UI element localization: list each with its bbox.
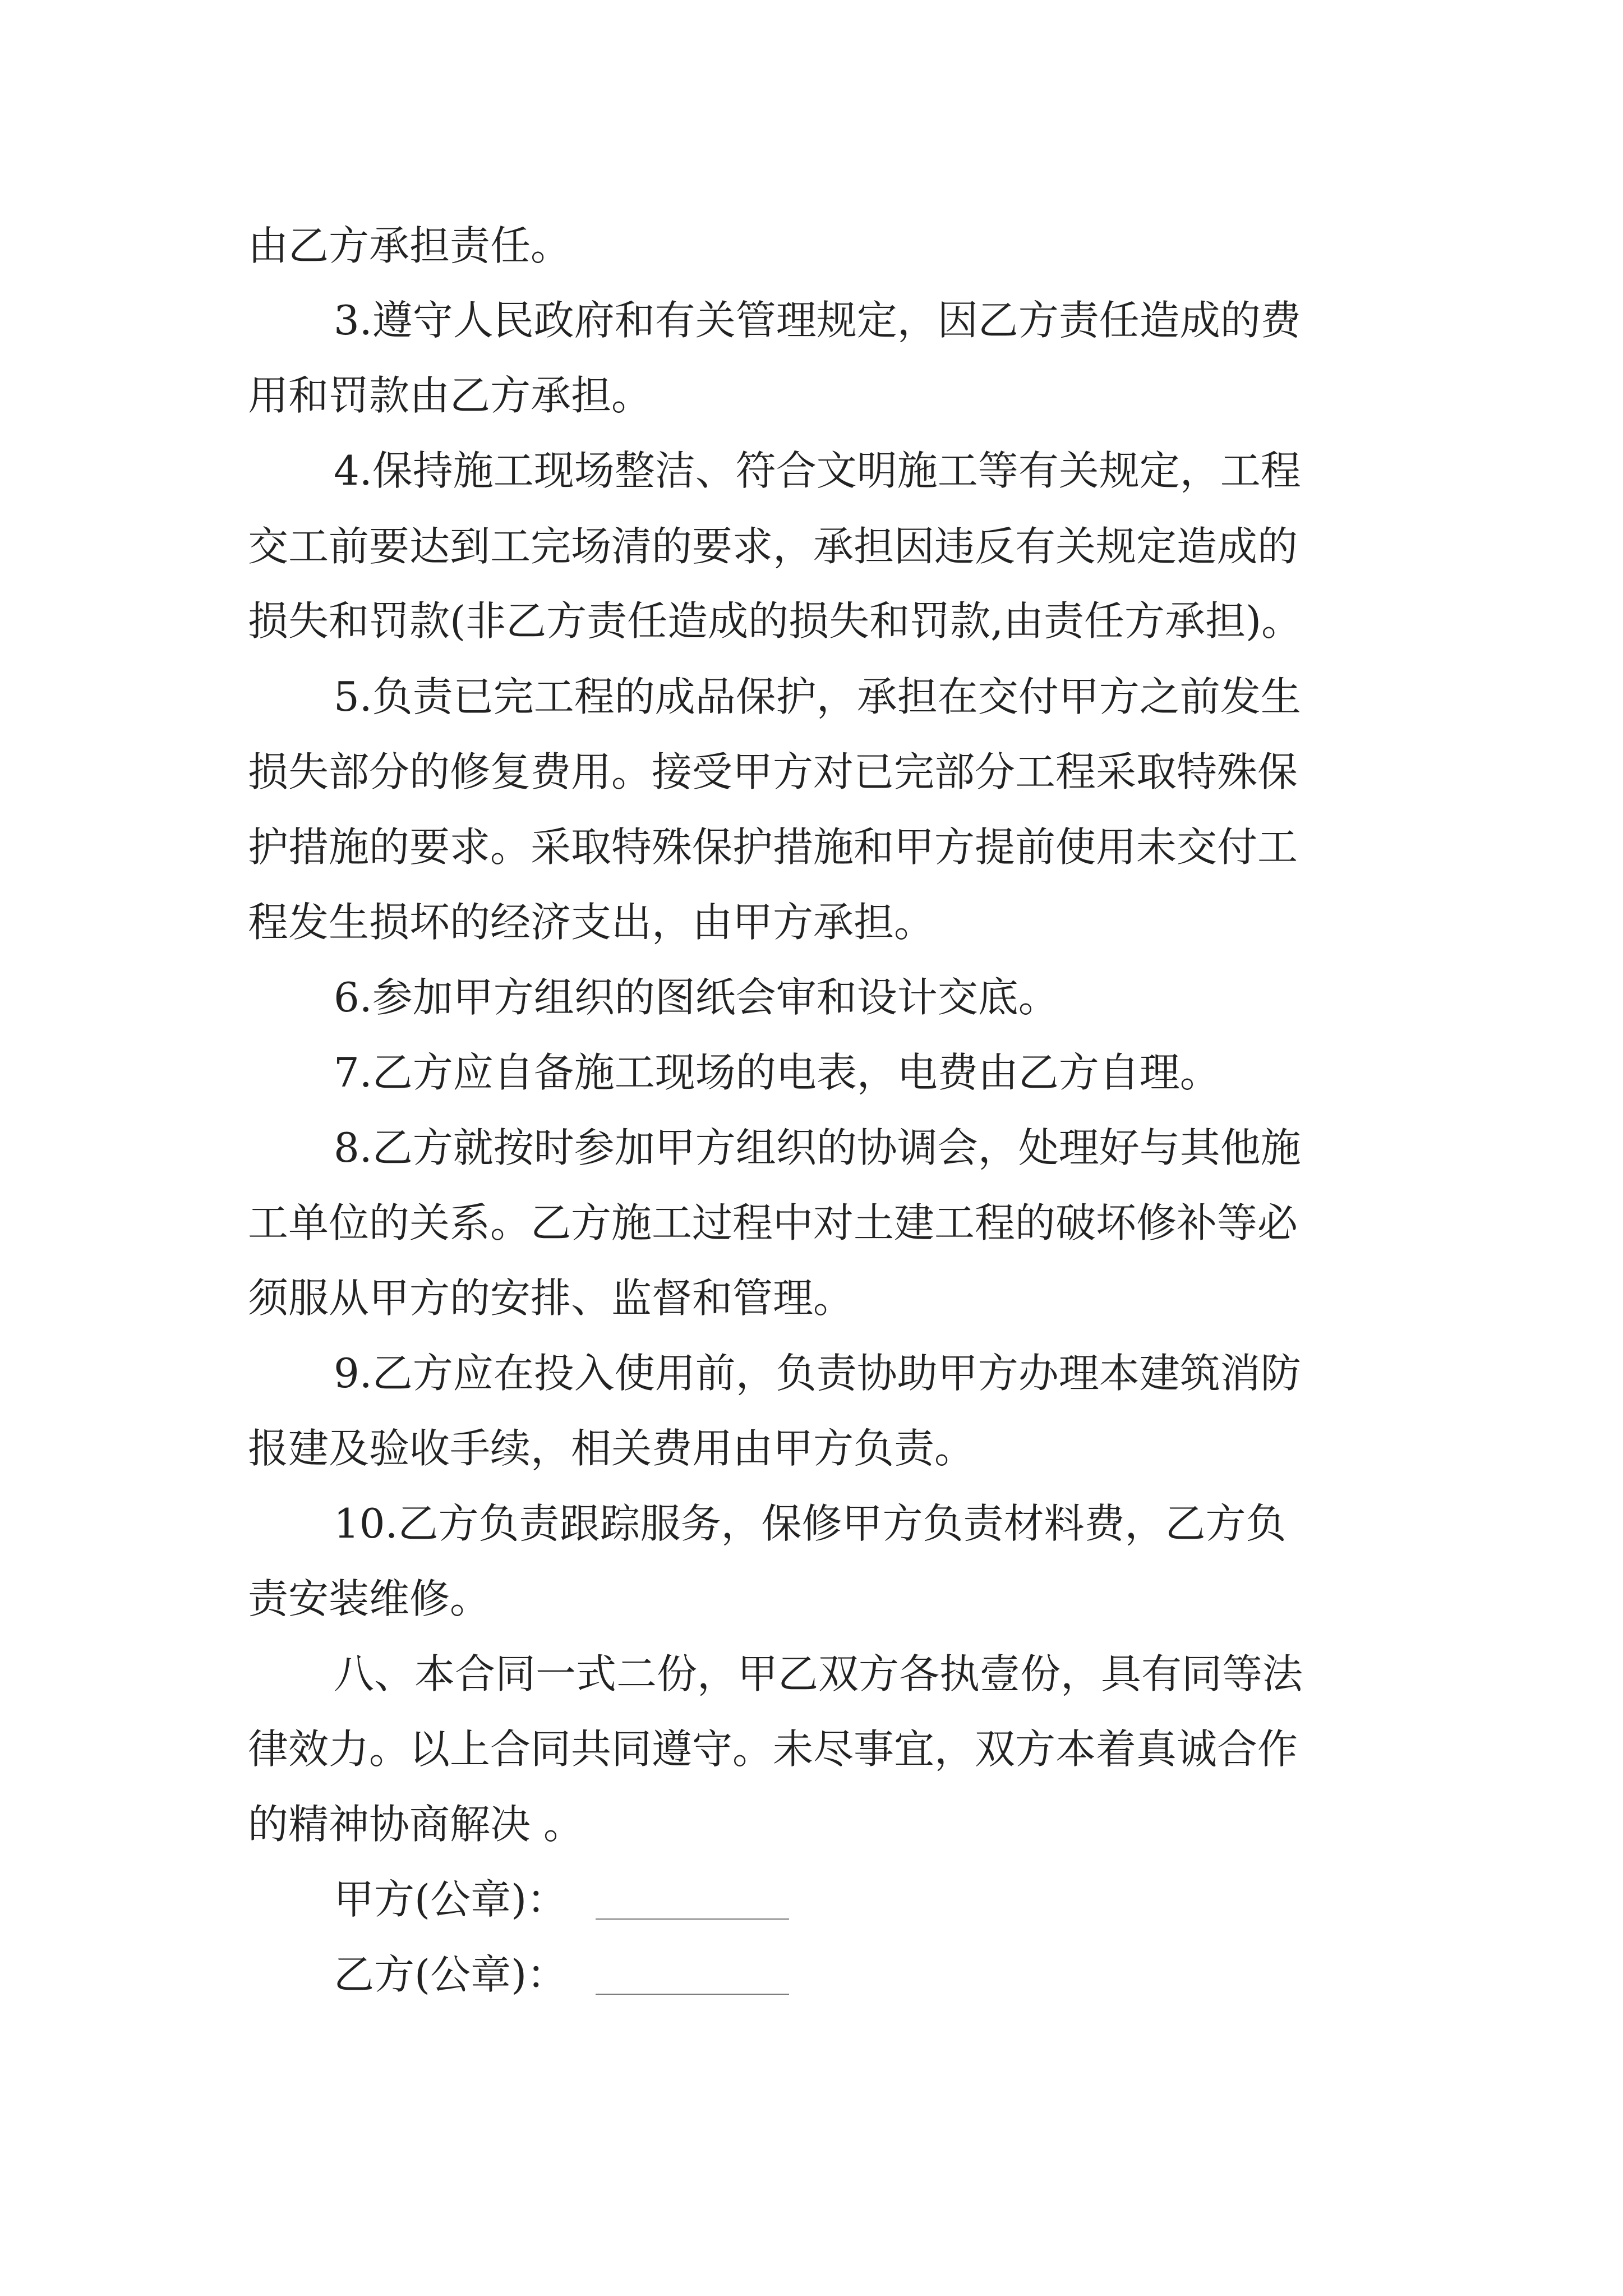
item-8-line-3: 须服从甲方的安排、监督和管理。 [248, 1274, 854, 1322]
section-8-line-2: 律效力。以上合同共同遵守。未尽事宜，双方本着真诚合作 [248, 1726, 1298, 1773]
section-8-line-1: 八、本合同一式二份，甲乙双方各执壹份，具有同等法 [334, 1650, 1303, 1697]
item-4-line-1: 4.保持施工现场整洁、符合文明施工等有关规定，工程 [334, 447, 1301, 494]
item-9-line-2: 报建及验收手续，相关费用由甲方负责。 [248, 1425, 975, 1472]
item-5-line-3: 护措施的要求。采取特殊保护措施和甲方提前使用未交付工 [248, 823, 1298, 871]
party-b-seal-label: 乙方(公章)： [334, 1951, 568, 1998]
item-3-line-1: 3.遵守人民政府和有关管理规定，因乙方责任造成的费 [334, 297, 1301, 344]
item-4-line-2: 交工前要达到工完场清的要求，承担因违反有关规定造成的 [248, 523, 1298, 570]
item-5-line-1: 5.负责已完工程的成品保护，承担在交付甲方之前发生 [334, 673, 1301, 720]
item-5-line-4: 程发生损坏的经济支出，由甲方承担。 [248, 899, 935, 946]
item-10-line-1: 10.乙方负责跟踪服务，保修甲方负责材料费，乙方负 [334, 1500, 1287, 1547]
section-8-line-3: 的精神协商解决 。 [248, 1801, 584, 1848]
item-3-line-2: 用和罚款由乙方承担。 [248, 372, 652, 419]
item-8-line-2: 工单位的关系。乙方施工过程中对土建工程的破坏修补等必 [248, 1199, 1298, 1246]
item-5-line-2: 损失部分的修复费用。接受甲方对已完部分工程采取特殊保 [248, 748, 1298, 795]
item-10-line-2: 责安装维修。 [248, 1575, 491, 1622]
item-9-line-1: 9.乙方应在投入使用前，负责协助甲方办理本建筑消防 [334, 1350, 1301, 1397]
paragraph-1-line-1: 由乙方承担责任。 [248, 222, 571, 269]
item-6-line-1: 6.参加甲方组织的图纸会审和设计交底。 [334, 974, 1059, 1021]
item-4-line-3: 损失和罚款(非乙方责任造成的损失和罚款,由责任方承担)。 [248, 597, 1302, 645]
party-b-signature-blank [596, 1994, 789, 1995]
item-8-line-1: 8.乙方就按时参加甲方组织的协调会，处理好与其他施 [334, 1124, 1301, 1171]
party-a-signature-blank [596, 1918, 789, 1920]
item-7-line-1: 7.乙方应自备施工现场的电表，电费由乙方自理。 [334, 1049, 1220, 1096]
party-a-seal-label: 甲方(公章)： [334, 1876, 568, 1923]
